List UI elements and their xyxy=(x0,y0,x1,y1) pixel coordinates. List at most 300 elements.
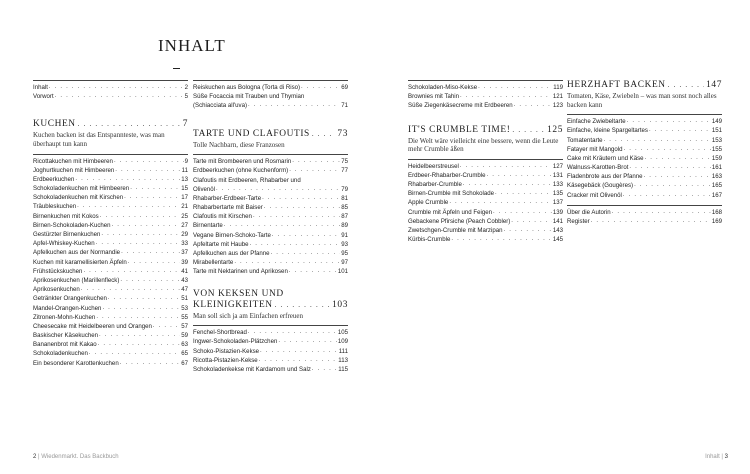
leader-dots xyxy=(77,203,180,212)
leader-dots xyxy=(120,276,180,285)
leader-dots xyxy=(645,154,711,163)
toc-entry-label: Apfeltarte mit Haube xyxy=(193,240,249,248)
toc-entry-label: Schokoladen-Miso-Kekse xyxy=(408,83,478,91)
toc-entry-label: Heidelbeerstreusel xyxy=(408,162,459,170)
toc-entry-label: Cracker mit Olivenöl xyxy=(567,191,622,199)
toc-entry[interactable] xyxy=(33,230,188,239)
section-subtitle: Kuchen backen ist das Entspannteste, was man überhaupt tun kann xyxy=(33,131,165,148)
toc-entry-page: 63 xyxy=(181,341,188,349)
leader-dots xyxy=(259,356,338,365)
toc-entry-label: Vegane Birnen-Schoko-Tarte xyxy=(193,231,271,239)
toc-entry-label: Mandel-Orangen-Kuchen xyxy=(33,304,102,312)
toc-entry[interactable] xyxy=(33,322,188,331)
leader-dots xyxy=(264,203,340,212)
leader-dots xyxy=(83,267,180,276)
toc-entry-page: 5 xyxy=(184,93,188,101)
divider xyxy=(33,154,188,155)
page-number-right: 3 xyxy=(724,454,728,460)
toc-entry-label: Kuchen mit karamellisierten Äpfeln xyxy=(33,258,127,266)
toc-entry-page: 97 xyxy=(341,259,348,267)
toc-entry-label: Birnen-Schokoladen-Kuchen xyxy=(33,221,111,229)
toc-entry-page: 105 xyxy=(337,329,348,337)
leader-dots xyxy=(108,294,180,303)
leader-dots xyxy=(81,285,180,294)
toc-entry-label: Käsegebäck (Gougères) xyxy=(567,182,634,190)
toc-entry-label: Rhabarber-Crumble xyxy=(408,181,462,189)
toc-entry-page: 141 xyxy=(552,217,563,225)
toc-entry-page: 81 xyxy=(341,194,348,202)
footer-left: 2 | Wiedenmarkt. Das Backbuch xyxy=(33,454,119,460)
leader-dots xyxy=(130,184,180,193)
toc-entry-label: Einfache, kleine Spargeltartes xyxy=(567,127,648,135)
leader-dots xyxy=(49,83,184,92)
section-subtitle: Die Welt wäre vielleicht eine bessere, wenn die Leute mehr Crumble äßen xyxy=(408,136,559,154)
toc-entry-label: Fenchel-Shortbread xyxy=(193,329,247,337)
toc-entry[interactable] xyxy=(33,221,188,230)
toc-entry[interactable] xyxy=(33,203,188,212)
toc-entry[interactable] xyxy=(193,328,348,337)
section-page: 73 xyxy=(337,128,348,139)
toc-entry[interactable] xyxy=(193,240,348,249)
divider xyxy=(193,325,348,326)
section-page: 7 xyxy=(182,119,188,130)
toc-entry[interactable] xyxy=(193,356,348,365)
toc-entry[interactable] xyxy=(193,267,348,276)
section-kekse xyxy=(193,289,348,375)
toc-entry[interactable] xyxy=(408,235,563,244)
leader-dots xyxy=(514,101,552,110)
toc-entry-label: Zwetschgen-Crumble mit Marzipan xyxy=(408,227,503,235)
leader-dots xyxy=(487,171,552,180)
toc-entry-label: Crumble mit Äpfeln und Feigen xyxy=(408,208,493,216)
toc-entry-page: 43 xyxy=(181,276,188,284)
toc-entry-label: Birnenkuchen mit Kokos xyxy=(33,212,99,220)
section-subtitle: Tolle Nachbarn, diese Franzosen xyxy=(193,140,285,149)
toc-entry-label: Schokoladenkuchen mit Himbeeren xyxy=(33,185,130,193)
toc-entry-label: Clafoutis mit Erdbeeren, Rhabarber und xyxy=(193,176,301,184)
toc-entry-label: Vorwort xyxy=(33,93,54,101)
toc-entry-label: Erdbeerkuchen xyxy=(33,175,75,183)
toc-entry-label: Zitronen-Mohn-Kuchen xyxy=(33,313,96,321)
leader-dots xyxy=(495,189,552,198)
toc-entry-page: 77 xyxy=(341,167,348,175)
toc-entry[interactable] xyxy=(33,239,188,248)
leader-dots xyxy=(634,182,711,191)
toc-entry-page: 113 xyxy=(338,356,348,364)
section-title: TARTE UND CLAFOUTIS xyxy=(193,128,310,139)
section-title-line2: KLEINIGKEITEN xyxy=(193,299,273,310)
leader-dots xyxy=(248,101,340,110)
toc-entry-label: Süße Focaccia mit Trauben und Thymian xyxy=(193,93,305,101)
toc-entry[interactable] xyxy=(193,249,348,258)
leader-dots xyxy=(260,347,338,356)
leader-dots xyxy=(99,331,180,340)
toc-column-2 xyxy=(193,80,348,374)
leader-dots xyxy=(289,267,337,276)
toc-entry-page: 69 xyxy=(341,83,348,91)
toc-entry-label: Erdbeer-Rhabarber-Crumble xyxy=(408,171,486,179)
toc-entry-page: 51 xyxy=(181,295,188,303)
toc-entry[interactable] xyxy=(193,212,348,221)
toc-entry-page: 67 xyxy=(181,359,188,367)
leader-dots xyxy=(591,217,711,226)
toc-entry-page: 55 xyxy=(181,313,188,321)
section-title: KUCHEN xyxy=(33,119,76,130)
section-crumble xyxy=(408,125,563,245)
leader-dots xyxy=(604,136,711,145)
leader-dots xyxy=(248,328,337,337)
leader-dots xyxy=(96,313,180,322)
leader-dots xyxy=(451,235,551,244)
toc-entry[interactable] xyxy=(33,212,188,221)
toc-outro-list xyxy=(567,208,722,226)
divider xyxy=(33,80,188,81)
toc-entry-page: 27 xyxy=(181,221,188,229)
toc-entry[interactable] xyxy=(567,126,722,135)
section-title: IT'S CRUMBLE TIME! xyxy=(408,124,511,135)
leader-dots xyxy=(262,194,340,203)
toc-entry-label: Baskischer Käsekuchen xyxy=(33,332,99,340)
toc-entry-page: 169 xyxy=(711,218,722,226)
toc-entry-label: Ricottakuchen mit Himbeeren xyxy=(33,157,113,165)
toc-entry-page: 149 xyxy=(711,118,722,126)
leader-dots xyxy=(112,221,181,230)
leader-dots xyxy=(644,172,711,181)
toc-entry-label: Aprikosenkuchen (Marillenfleck) xyxy=(33,276,120,284)
toc-entry-label: Über die Autorin xyxy=(567,208,611,216)
toc-entry-label: Clafoutis mit Kirschen xyxy=(193,213,252,221)
toc-entry[interactable] xyxy=(193,194,348,203)
toc-column-3 xyxy=(408,80,563,244)
toc-entry-label: Erdbeerkuchen (ohne Kuchenform) xyxy=(193,167,289,175)
toc-entry[interactable] xyxy=(193,176,348,185)
toc-entry-label: Rhabarbertarte mit Baiser xyxy=(193,204,263,212)
leader-dots xyxy=(493,208,552,217)
toc-entry[interactable] xyxy=(33,350,188,359)
toc-entry[interactable] xyxy=(193,83,348,92)
toc-entry-page: 37 xyxy=(181,249,188,257)
toc-entry-label: Ricotta-Pistazien-Kekse xyxy=(193,356,258,364)
section-heading[interactable] xyxy=(33,119,188,130)
toc-column-1 xyxy=(33,80,188,368)
divider xyxy=(408,159,563,160)
toc-entry-page: 133 xyxy=(552,181,563,189)
toc-entry-label: Fladenbrote aus der Pfanne xyxy=(567,173,643,181)
toc-entry-page: 145 xyxy=(552,236,563,244)
toc-entry-page: 59 xyxy=(181,332,188,340)
toc-entry-page: 143 xyxy=(552,227,563,235)
toc-entry-page: 2 xyxy=(184,83,188,91)
toc-entry-label: Apfelkuchen aus der Normandie xyxy=(33,249,121,257)
section-page: 125 xyxy=(547,124,563,135)
leader-dots xyxy=(101,230,180,239)
toc-entry-page: 137 xyxy=(552,199,563,207)
toc-entry-label: Reiskuchen aus Bologna (Torta di Riso) xyxy=(193,83,301,91)
toc-entry-page: 39 xyxy=(181,258,188,266)
leader-dots xyxy=(224,221,340,230)
toc-entry-page: 93 xyxy=(341,240,348,248)
toc-entry-page: 21 xyxy=(181,203,188,211)
toc-entry-page: 168 xyxy=(711,208,722,216)
toc-entry-page: 95 xyxy=(341,250,348,258)
toc-entry-page: 111 xyxy=(338,347,348,355)
toc-entry[interactable] xyxy=(567,117,722,126)
leader-dots xyxy=(120,359,181,368)
toc-entry-label: Register xyxy=(567,218,590,226)
leader-dots xyxy=(629,163,710,172)
leader-dots xyxy=(463,180,552,189)
toc-entry[interactable] xyxy=(33,175,188,184)
leader-dots xyxy=(234,258,340,267)
toc-entry[interactable] xyxy=(33,294,188,303)
toc-entry-list xyxy=(567,117,722,200)
toc-entry[interactable] xyxy=(408,83,563,92)
leader-dots xyxy=(503,226,551,235)
toc-entry-label: Ingwer-Schokoladen-Plätzchen xyxy=(193,338,278,346)
toc-entry[interactable] xyxy=(33,92,188,101)
toc-entry[interactable] xyxy=(193,347,348,356)
toc-entry-label: Birnentarte xyxy=(193,222,223,230)
leader-dots xyxy=(460,92,552,101)
section-page: 147 xyxy=(706,80,722,90)
toc-entry-label: Träubleskuchen xyxy=(33,203,77,211)
toc-entry-page: 127 xyxy=(552,162,563,170)
toc-entry-label: Inhalt xyxy=(33,83,48,91)
toc-entry-list xyxy=(193,328,348,374)
toc-entry[interactable] xyxy=(408,226,563,235)
toc-entry[interactable] xyxy=(33,184,188,193)
toc-entry[interactable] xyxy=(33,359,188,368)
toc-entry-label: Schokoladenkekse mit Kardamom und Salz xyxy=(193,365,311,373)
toc-intro-list xyxy=(33,83,188,101)
toc-entry-page: 11 xyxy=(181,166,188,174)
leader-dots xyxy=(301,83,340,92)
section-subtitle: Man soll sich ja am Einfachen erfreuen xyxy=(193,311,304,320)
leader-dots xyxy=(627,117,711,126)
toc-entry-page: 153 xyxy=(711,136,722,144)
toc-entry-list xyxy=(193,157,348,276)
section-heading[interactable] xyxy=(193,129,348,140)
toc-entry[interactable] xyxy=(408,162,563,171)
toc-entry[interactable] xyxy=(193,166,348,175)
toc-entry-page: 87 xyxy=(341,213,348,221)
toc-entry[interactable] xyxy=(408,189,563,198)
toc-entry-label: Apple Crumble xyxy=(408,199,449,207)
toc-entry-page: 165 xyxy=(711,182,722,190)
leader-dots xyxy=(478,83,552,92)
toc-entry[interactable] xyxy=(33,157,188,166)
toc-intro-list xyxy=(193,83,348,111)
leader-dots xyxy=(100,212,181,221)
toc-entry[interactable] xyxy=(567,154,722,163)
toc-entry-page: 53 xyxy=(181,304,188,312)
toc-entry[interactable] xyxy=(193,203,348,212)
toc-entry[interactable] xyxy=(567,208,722,217)
leader-dots xyxy=(271,249,341,258)
toc-entry-label: Bananenbrot mit Kakao xyxy=(33,341,97,349)
toc-entry-label: Rhabarber-Erdbeer-Tarte xyxy=(193,194,262,202)
toc-entry-page: 79 xyxy=(341,185,348,193)
leader-dots xyxy=(460,162,552,171)
toc-entry-label: Birnen-Crumble mit Schokolade xyxy=(408,190,495,198)
toc-entry[interactable] xyxy=(193,231,348,240)
toc-entry[interactable] xyxy=(193,221,348,230)
toc-entry-page: 75 xyxy=(341,158,348,166)
toc-entry-label: Frühstückskuchen xyxy=(33,267,83,275)
leader-dots xyxy=(89,350,180,359)
toc-entry-page: 139 xyxy=(552,208,563,216)
leader-dots xyxy=(511,217,552,226)
toc-entry[interactable] xyxy=(193,185,348,194)
toc-entry[interactable] xyxy=(193,101,348,110)
toc-entry-label: Aprikosenkuchen xyxy=(33,286,80,294)
toc-entry[interactable] xyxy=(33,267,188,276)
toc-entry-label: Walnuss-Karotten-Brot xyxy=(567,164,629,172)
toc-entry-page: 121 xyxy=(552,93,563,101)
leader-dots xyxy=(128,258,180,267)
leader-dots xyxy=(124,193,180,202)
leader-dots xyxy=(278,337,336,346)
toc-entry-label: Tarte mit Brombeeren und Rosmarin xyxy=(193,158,292,166)
toc-entry[interactable] xyxy=(567,182,722,191)
toc-entry[interactable] xyxy=(408,92,563,101)
toc-entry-page: 41 xyxy=(181,267,188,275)
toc-entry-page: 163 xyxy=(711,173,722,181)
toc-entry-list xyxy=(408,162,563,245)
toc-entry[interactable] xyxy=(193,92,348,101)
toc-entry[interactable] xyxy=(33,340,188,349)
toc-entry[interactable] xyxy=(33,276,188,285)
toc-entry[interactable] xyxy=(408,180,563,189)
leader-dots xyxy=(292,157,340,166)
toc-entry-label: Gestürzter Birnenkuchen xyxy=(33,231,101,239)
toc-entry-page: 71 xyxy=(341,102,348,110)
toc-entry-page: 29 xyxy=(181,231,188,239)
toc-entry-label: Tarte mit Nektarinen und Aprikosen xyxy=(193,268,288,276)
divider xyxy=(408,80,563,81)
toc-entry[interactable] xyxy=(33,285,188,294)
toc-entry-page: 159 xyxy=(711,154,722,162)
toc-entry[interactable] xyxy=(567,136,722,145)
toc-entry-label: Schokoladenkuchen xyxy=(33,350,88,358)
toc-entry[interactable] xyxy=(33,258,188,267)
toc-entry-page: 101 xyxy=(337,268,348,276)
section-heading-line1[interactable]: VON KEKSEN UND xyxy=(193,288,284,299)
leader-dots xyxy=(102,304,180,313)
toc-entry[interactable] xyxy=(408,208,563,217)
leader-dots xyxy=(55,92,184,101)
divider xyxy=(193,80,348,81)
leader-dots xyxy=(649,126,711,135)
toc-column-4 xyxy=(567,80,722,226)
toc-entry-page: 13 xyxy=(181,175,188,183)
leader-dots xyxy=(250,240,341,249)
toc-entry[interactable] xyxy=(408,199,563,208)
toc-entry[interactable] xyxy=(33,193,188,202)
toc-entry[interactable] xyxy=(567,172,722,181)
toc-entry-label: Cheesecake mit Heidelbeeren und Orangen xyxy=(33,322,152,330)
toc-entry[interactable] xyxy=(193,337,348,346)
toc-entry-page: 155 xyxy=(711,145,722,153)
toc-entry[interactable] xyxy=(33,331,188,340)
toc-entry[interactable] xyxy=(567,163,722,172)
toc-entry-label: Brownies mit Tahin xyxy=(408,93,460,101)
leader-dots xyxy=(114,157,184,166)
toc-entry[interactable] xyxy=(408,101,563,110)
toc-entry[interactable] xyxy=(33,304,188,313)
leader-dots xyxy=(96,239,181,248)
leader-dots xyxy=(623,191,711,200)
toc-entry-page: 17 xyxy=(181,194,188,202)
page-title: INHALT xyxy=(158,36,226,55)
section-page: 103 xyxy=(332,299,348,310)
leader-dots xyxy=(272,231,340,240)
leader-dots xyxy=(449,199,552,208)
toc-entry-page: 9 xyxy=(184,157,188,165)
toc-entry-label: Kürbis-Crumble xyxy=(408,236,451,244)
toc-entry[interactable] xyxy=(33,83,188,92)
section-heading[interactable] xyxy=(408,125,563,136)
section-heading[interactable] xyxy=(567,80,722,91)
toc-entry[interactable] xyxy=(193,157,348,166)
toc-entry[interactable] xyxy=(33,248,188,257)
toc-entry-page: 135 xyxy=(552,190,563,198)
toc-entry-label: Tomatentarte xyxy=(567,136,603,144)
toc-entry[interactable] xyxy=(567,217,722,226)
toc-entry-label: Süße Ziegenkäsecreme mit Erdbeeren xyxy=(408,102,513,110)
toc-entry[interactable] xyxy=(408,171,563,180)
page-number-left: 2 xyxy=(33,454,37,460)
toc-entry[interactable] xyxy=(193,258,348,267)
toc-entry-page: 33 xyxy=(181,240,188,248)
toc-entry-page: 115 xyxy=(338,365,348,373)
toc-entry[interactable] xyxy=(408,217,563,226)
toc-entry-label: Schokoladenkuchen mit Kirschen xyxy=(33,194,124,202)
toc-entry-page: 123 xyxy=(552,102,563,110)
toc-entry-label: Apfel-Whiskey-Kuchen xyxy=(33,240,95,248)
toc-entry-page: 25 xyxy=(181,212,188,220)
section-heading[interactable] xyxy=(193,300,348,311)
toc-entry[interactable] xyxy=(567,145,722,154)
divider xyxy=(567,114,722,115)
toc-entry-page: 161 xyxy=(711,164,722,172)
leader-dots xyxy=(153,322,180,331)
title-rule xyxy=(173,68,180,69)
toc-entry-page: 85 xyxy=(341,204,348,212)
footer-right: Inhalt | 3 xyxy=(705,454,728,460)
toc-entry[interactable] xyxy=(33,166,188,175)
toc-entry[interactable] xyxy=(33,313,188,322)
toc-entry-list xyxy=(33,157,188,368)
toc-entry[interactable] xyxy=(567,191,722,200)
leader-dots xyxy=(216,185,340,194)
footer-section-name: Inhalt xyxy=(705,454,720,460)
footer-book-title: Wiedenmarkt. Das Backbuch xyxy=(41,454,119,460)
leader-dots xyxy=(98,340,181,349)
divider xyxy=(193,154,348,155)
leader-dots xyxy=(289,166,340,175)
toc-entry-label: Schoko-Pistazien-Kekse xyxy=(193,347,260,355)
leader-dots xyxy=(253,212,340,221)
toc-entry-page: 167 xyxy=(711,191,722,199)
toc-entry-label: Joghurtkuchen mit Himbeeren xyxy=(33,166,115,174)
toc-entry-label: Fatayer mit Mangold xyxy=(567,145,623,153)
toc-entry-page: 15 xyxy=(181,185,188,193)
leader-dots xyxy=(121,248,180,257)
toc-entry-page: 151 xyxy=(711,127,722,135)
toc-entry[interactable] xyxy=(193,365,348,374)
toc-entry-page: 65 xyxy=(181,350,188,358)
